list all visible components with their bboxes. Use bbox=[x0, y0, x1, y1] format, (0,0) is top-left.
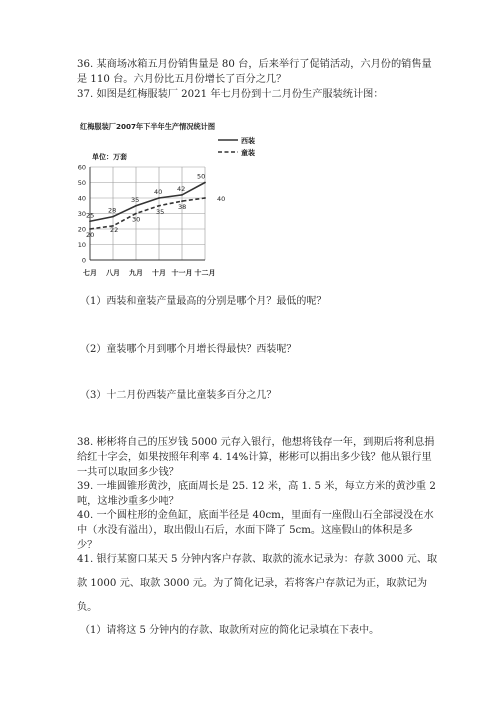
x-tick-label: 十二月 bbox=[194, 269, 216, 277]
data-point bbox=[135, 213, 137, 215]
y-tick-label: 60 bbox=[77, 163, 86, 172]
q40-line1: 40. 一个圆柱形的金鱼缸，底面半径是 40cm，里面有一座假山石全部浸没在水 bbox=[77, 510, 434, 521]
data-label: 50 bbox=[197, 172, 206, 181]
data-label: 28 bbox=[108, 206, 117, 215]
chart-svg bbox=[70, 112, 260, 287]
q36-line1: 36. 某商场冰箱五月份销售量是 80 台，后来举行了促销活动，六月份的销售量 bbox=[77, 59, 432, 70]
y-tick-label: 0 bbox=[81, 256, 86, 265]
data-label: 38 bbox=[178, 203, 187, 212]
q39-line2: 吨，这堆沙重多少吨？ bbox=[77, 496, 179, 507]
legend-label-xizhuang: 西装 bbox=[241, 137, 255, 145]
x-tick-label: 十月 bbox=[152, 269, 166, 277]
q37-line1: 37. 如图是红梅服装厂 2021 年七月份到十二月份生产服装统计图： bbox=[77, 89, 384, 100]
data-point bbox=[181, 194, 183, 196]
data-label: 25 bbox=[86, 211, 95, 220]
data-label: 35 bbox=[131, 195, 140, 204]
y-tick-label: 10 bbox=[77, 241, 86, 249]
chart-ylabel: 单位：万套 bbox=[92, 153, 127, 161]
series-line-xizhuang bbox=[90, 183, 205, 222]
data-point bbox=[135, 205, 137, 207]
q39-line1: 39. 一堆圆锥形黄沙，底面周长是 25. 12 米，高 1. 5 米，每立方米的黄沙重 2 bbox=[77, 481, 436, 492]
data-label: 22 bbox=[110, 225, 119, 234]
x-tick-label: 十一月 bbox=[171, 269, 193, 277]
q40-line3: 少？ bbox=[77, 540, 98, 551]
data-point bbox=[89, 228, 91, 230]
q36-line2: 是 110 台。六月份比五月份增长了百分之几？ bbox=[77, 74, 287, 85]
data-point bbox=[158, 197, 160, 199]
data-point bbox=[204, 182, 206, 184]
data-point bbox=[112, 216, 114, 218]
y-tick-label: 20 bbox=[77, 225, 86, 234]
y-tick-label: 30 bbox=[77, 210, 86, 218]
data-point bbox=[158, 205, 160, 207]
legend bbox=[218, 136, 255, 157]
data-point bbox=[89, 220, 91, 222]
data-label: 30 bbox=[132, 215, 141, 224]
data-label: 40 bbox=[217, 195, 226, 203]
data-point bbox=[204, 197, 206, 199]
data-point bbox=[181, 200, 183, 202]
q37-sub3: （3）十二月份西装产量比童装多百分之几？ bbox=[80, 390, 277, 401]
x-tick-label: 八月 bbox=[106, 269, 120, 277]
q37-sub2: （2）童装哪个月到哪个月增长得最快？西装呢？ bbox=[80, 344, 297, 355]
q41-line2: 款 1000 元、取款 3000 元。为了简化记录，若将客户存款记为正，取款记为 bbox=[77, 578, 428, 589]
q40-line2: 中（水没有溢出），取出假山石后，水面下降了 5cm。这座假山的体积是多 bbox=[77, 525, 413, 536]
q41-sub1: （1）请将这 5 分钟内的存款、取款所对应的简化记录填在下表中。 bbox=[80, 625, 380, 636]
chart-title: 红梅服装厂2007年下半年生产情况统计图 bbox=[80, 122, 216, 131]
data-label: 20 bbox=[86, 231, 95, 239]
q41-line1: 41. 银行某窗口某天 5 分钟内客户存款、取款的流水记录为：存款 3000 元、取 bbox=[77, 554, 438, 565]
y-tick-label: 50 bbox=[77, 179, 86, 187]
data-label: 40 bbox=[154, 188, 163, 196]
x-tick-label: 九月 bbox=[129, 269, 143, 277]
q41-line3: 负。 bbox=[77, 602, 98, 613]
q38-line1: 38. 彬彬将自己的压岁钱 5000 元存入银行，他想将钱存一年，到期后将利息捐 bbox=[77, 437, 435, 448]
data-label: 42 bbox=[177, 184, 186, 193]
production-line-chart bbox=[70, 112, 260, 287]
legend-label-tongzhuang: 童装 bbox=[241, 149, 255, 157]
q38-line2: 给红十字会，如果按照年利率 4. 14%计算，彬彬可以捐出多少钱？他从银行里 bbox=[77, 452, 432, 463]
q38-line3: 一共可以取回多少钱？ bbox=[77, 467, 179, 478]
x-tick-label: 七月 bbox=[83, 269, 97, 277]
data-label: 35 bbox=[156, 207, 165, 216]
y-tick-label: 40 bbox=[77, 194, 86, 203]
q37-sub1: （1）西装和童装产量最高的分别是哪个月？最低的呢？ bbox=[80, 296, 327, 307]
chart-series bbox=[89, 182, 206, 230]
